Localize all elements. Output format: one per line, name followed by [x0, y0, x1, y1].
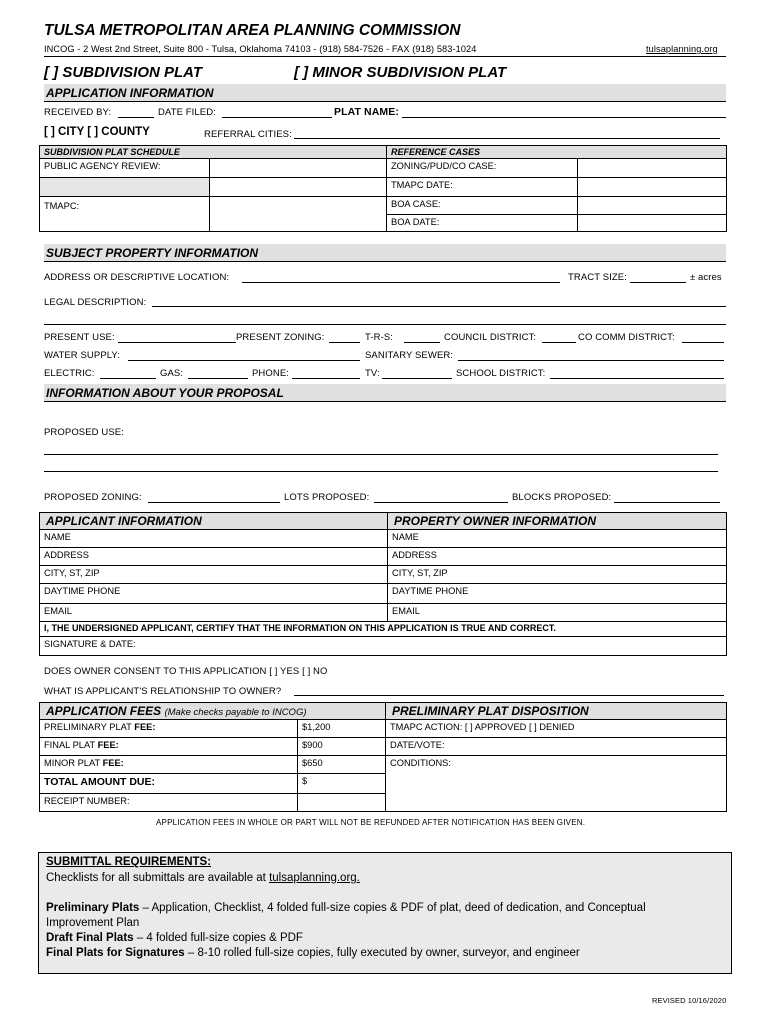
refund-notice: APPLICATION FEES IN WHOLE OR PART WILL NOT BE REFUNDED AFTER NOTIFICATION HAS BEEN GIVEN.: [156, 818, 586, 827]
received-by-field[interactable]: [118, 117, 154, 118]
proposed-zoning-field[interactable]: [148, 502, 280, 503]
present-use-label: PRESENT USE:: [44, 332, 115, 343]
owner-info-header: PROPERTY OWNER INFORMATION: [387, 512, 727, 530]
header-rule: [44, 56, 726, 57]
checklists-link[interactable]: tulsaplanning.org.: [269, 872, 360, 884]
proposal-title: INFORMATION ABOUT YOUR PROPOSAL: [46, 386, 284, 400]
prelim-requirements-text: – Application, Checklist, 4 folded full-size copies & PDF of plat, deed of dedication, and Conceptual: [142, 902, 646, 914]
website-link[interactable]: tulsaplanning.org: [646, 44, 718, 54]
minor-fee-name: MINOR PLAT: [44, 758, 100, 768]
school-district-field[interactable]: [550, 378, 724, 379]
applicant-city-field[interactable]: CITY, ST, ZIP: [39, 565, 388, 584]
total-amount-label: TOTAL AMOUNT DUE:: [39, 773, 298, 794]
school-district-label: SCHOOL DISTRICT:: [456, 368, 546, 379]
revised-date: REVISED 10/16/2020: [652, 996, 727, 1005]
subject-property-title: SUBJECT PROPERTY INFORMATION: [46, 246, 259, 260]
blocks-proposed-label: BLOCKS PROPOSED:: [512, 492, 612, 503]
final-requirements: [46, 947, 580, 959]
date-vote-field[interactable]: DATE/VOTE:: [385, 737, 727, 756]
draft-requirements-label: Draft Final Plats: [46, 932, 134, 944]
owner-address-field[interactable]: ADDRESS: [387, 547, 727, 566]
boa-date-field[interactable]: [577, 214, 727, 232]
receipt-number-field[interactable]: [297, 793, 386, 812]
prelim-requirements: [46, 902, 646, 914]
final-fee-word: FEE:: [97, 740, 119, 750]
minor-fee-value: $650: [297, 755, 386, 774]
co-comm-district-label: CO COMM DISTRICT:: [578, 332, 675, 343]
minor-fee-word: FEE:: [102, 758, 124, 768]
zoning-case-label: ZONING/PUD/CO CASE:: [386, 158, 578, 178]
proposed-use-field-2[interactable]: [44, 471, 718, 472]
legal-description-field[interactable]: [152, 306, 726, 307]
date-filed-field[interactable]: [222, 117, 332, 118]
date-filed-label: DATE FILED:: [158, 107, 216, 118]
applicant-email-field[interactable]: EMAIL: [39, 603, 388, 622]
receipt-number-label: RECEIPT NUMBER:: [39, 793, 298, 812]
minor-fee-label: [39, 755, 298, 774]
application-fees-note: (Make checks payable to INCOG): [164, 707, 307, 718]
address-field[interactable]: [242, 282, 560, 283]
acres-label: ± acres: [690, 272, 722, 283]
tmapc-label: TMAPC:: [39, 196, 210, 232]
trs-field[interactable]: [404, 342, 440, 343]
checklists-text: Checklists for all submittals are available at: [46, 872, 266, 884]
schedule-row-blank-field[interactable]: [209, 177, 387, 197]
present-use-field[interactable]: [118, 342, 236, 343]
referral-cities-label: REFERRAL CITIES:: [204, 129, 292, 140]
checklists-line: [46, 872, 360, 884]
reference-header: REFERENCE CASES: [386, 145, 727, 159]
prelim-fee-value: $1,200: [297, 719, 386, 738]
present-zoning-field[interactable]: [329, 342, 360, 343]
electric-field[interactable]: [100, 378, 156, 379]
co-comm-district-field[interactable]: [682, 342, 724, 343]
sanitary-sewer-label: SANITARY SEWER:: [365, 350, 454, 361]
application-fees-title: APPLICATION FEES: [46, 704, 162, 718]
applicant-phone-field[interactable]: DAYTIME PHONE: [39, 583, 388, 604]
subdivision-plat-checkbox[interactable]: [ ] SUBDIVISION PLAT: [44, 64, 203, 81]
signature-date-field[interactable]: SIGNATURE & DATE:: [39, 636, 727, 656]
total-amount-field[interactable]: $: [297, 773, 386, 794]
tmapc-action-checkbox[interactable]: TMAPC ACTION: [ ] APPROVED [ ] DENIED: [385, 719, 727, 738]
application-fees-header: [39, 702, 386, 720]
disposition-header: PRELIMINARY PLAT DISPOSITION: [385, 702, 727, 720]
applicant-name-field[interactable]: NAME: [39, 529, 388, 548]
plat-name-field[interactable]: [402, 117, 726, 118]
phone-field[interactable]: [292, 378, 360, 379]
minor-subdivision-checkbox[interactable]: [ ] MINOR SUBDIVISION PLAT: [294, 64, 507, 81]
present-zoning-label: PRESENT ZONING:: [236, 332, 325, 343]
draft-requirements: [46, 932, 303, 944]
proposed-zoning-label: PROPOSED ZONING:: [44, 492, 142, 503]
schedule-row-blank: [39, 177, 210, 197]
conditions-field[interactable]: CONDITIONS:: [385, 755, 727, 812]
water-supply-label: WATER SUPPLY:: [44, 350, 121, 361]
applicant-address-field[interactable]: ADDRESS: [39, 547, 388, 566]
tv-label: TV:: [365, 368, 380, 379]
boa-case-label: BOA CASE:: [386, 196, 578, 215]
relationship-field[interactable]: [294, 695, 724, 696]
blocks-proposed-field[interactable]: [614, 502, 720, 503]
referral-cities-field[interactable]: [294, 138, 720, 139]
owner-name-field[interactable]: NAME: [387, 529, 727, 548]
tract-size-field[interactable]: [630, 282, 686, 283]
legal-description-label: LEGAL DESCRIPTION:: [44, 297, 147, 308]
proposed-use-field[interactable]: [44, 454, 718, 455]
gas-label: GAS:: [160, 368, 184, 379]
council-district-field[interactable]: [542, 342, 576, 343]
final-fee-label: [39, 737, 298, 756]
prelim-requirements-cont: Improvement Plan: [46, 917, 140, 929]
proposed-use-label: PROPOSED USE:: [44, 427, 124, 438]
final-requirements-label: Final Plats for Signatures: [46, 947, 185, 959]
lots-proposed-field[interactable]: [374, 502, 508, 503]
schedule-header: SUBDIVISION PLAT SCHEDULE: [39, 145, 387, 159]
plat-name-label: PLAT NAME:: [334, 106, 399, 118]
owner-consent-checkbox[interactable]: DOES OWNER CONSENT TO THIS APPLICATION [ ] YES [ ] NO: [44, 666, 328, 677]
agency-address: INCOG - 2 West 2nd Street, Suite 800 - Tulsa, Oklahoma 74103 - (918) 584-7526 - FAX (918) 583-1024: [44, 44, 477, 54]
relationship-label: WHAT IS APPLICANT'S RELATIONSHIP TO OWNER?: [44, 686, 282, 697]
tmapc-field[interactable]: [209, 196, 387, 232]
final-fee-value: $900: [297, 737, 386, 756]
city-county-checkbox[interactable]: [ ] CITY [ ] COUNTY: [44, 126, 150, 138]
prelim-fee-word: FEE:: [134, 722, 156, 732]
water-supply-field[interactable]: [128, 360, 360, 361]
phone-label: PHONE:: [252, 368, 290, 379]
application-info-title: APPLICATION INFORMATION: [46, 86, 214, 100]
draft-requirements-text: – 4 folded full-size copies & PDF: [136, 932, 303, 944]
council-district-label: COUNCIL DISTRICT:: [444, 332, 537, 343]
trs-label: T-R-S:: [365, 332, 394, 343]
prelim-fee-label: [39, 719, 298, 738]
zoning-case-field[interactable]: [577, 158, 727, 178]
address-label: ADDRESS OR DESCRIPTIVE LOCATION:: [44, 272, 230, 283]
electric-label: ELECTRIC:: [44, 368, 95, 379]
lots-proposed-label: LOTS PROPOSED:: [284, 492, 370, 503]
legal-description-field-2[interactable]: [44, 324, 726, 325]
owner-city-field[interactable]: CITY, ST, ZIP: [387, 565, 727, 584]
form-title: TULSA METROPOLITAN AREA PLANNING COMMISSION: [44, 22, 461, 39]
final-requirements-text: – 8-10 rolled full-size copies, fully executed by owner, surveyor, and engineer: [187, 947, 580, 959]
prelim-requirements-label: Preliminary Plats: [46, 902, 140, 914]
owner-phone-field[interactable]: DAYTIME PHONE: [387, 583, 727, 604]
tmapc-date-label: TMAPC DATE:: [386, 177, 578, 197]
prelim-fee-name: PRELIMINARY PLAT: [44, 722, 132, 732]
boa-date-label: BOA DATE:: [386, 214, 578, 232]
boa-case-field[interactable]: [577, 196, 727, 215]
sanitary-sewer-field[interactable]: [458, 360, 724, 361]
received-by-label: RECEIVED BY:: [44, 107, 112, 118]
tmapc-date-field[interactable]: [577, 177, 727, 197]
final-fee-name: FINAL PLAT: [44, 740, 95, 750]
submittal-title: SUBMITTAL REQUIREMENTS:: [46, 856, 212, 868]
certification-statement: I, THE UNDERSIGNED APPLICANT, CERTIFY THAT THE INFORMATION ON THIS APPLICATION IS TRUE AND CORRECT.: [39, 621, 727, 637]
public-agency-label: PUBLIC AGENCY REVIEW:: [39, 158, 210, 178]
gas-field[interactable]: [188, 378, 248, 379]
tract-size-label: TRACT SIZE:: [568, 272, 627, 283]
applicant-info-header: APPLICANT INFORMATION: [39, 512, 388, 530]
tv-field[interactable]: [382, 378, 452, 379]
owner-email-field[interactable]: EMAIL: [387, 603, 727, 622]
public-agency-field[interactable]: [209, 158, 387, 178]
